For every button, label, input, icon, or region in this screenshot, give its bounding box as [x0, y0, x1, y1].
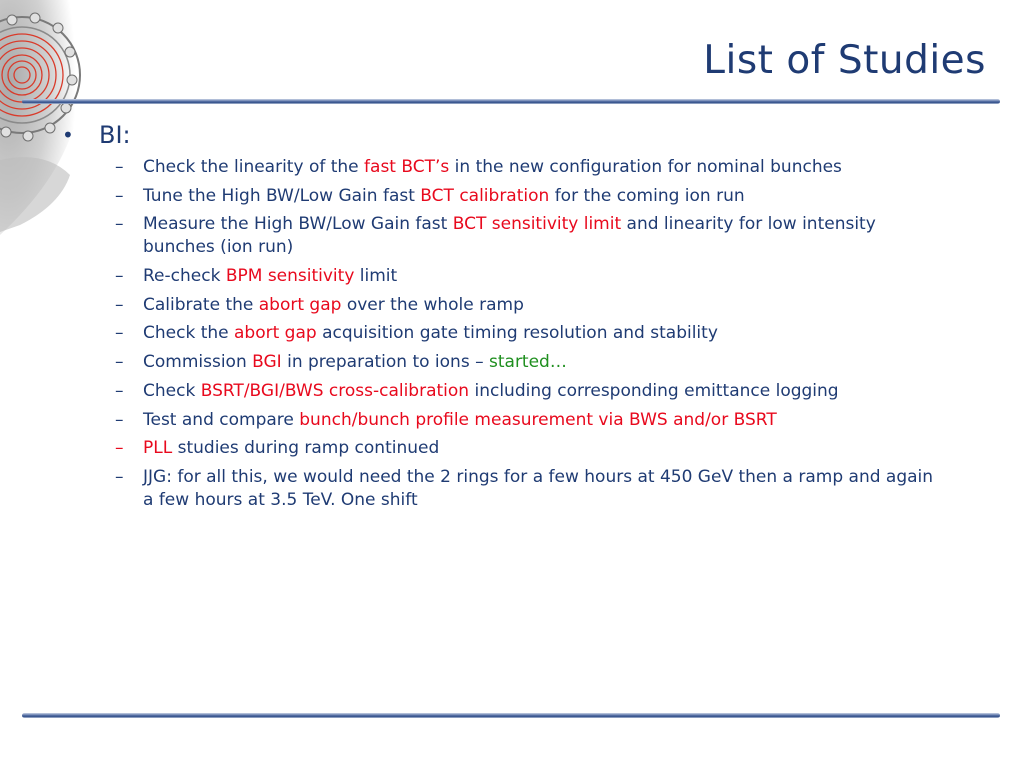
item-text: JJG: for all this, we would need the 2 rings for a few hours at 450 GeV then a ramp and again a few hours at 3.5 TeV. One shift — [143, 466, 934, 510]
dash-icon: – — [115, 214, 124, 235]
dash-icon: – — [115, 185, 124, 206]
item-text: Test and compare — [143, 409, 300, 430]
footer-divider — [22, 713, 1000, 718]
bullet-label: BI: — [99, 121, 131, 149]
highlight-text: abort gap — [234, 323, 317, 344]
study-item-text — [143, 380, 943, 403]
highlight-text: fast BCT’s — [364, 157, 450, 177]
study-item — [62, 185, 962, 208]
study-item — [62, 156, 962, 179]
slide-body — [62, 120, 962, 518]
highlight-text: bunch/bunch profile measurement via BWS and/or BSRT — [299, 409, 777, 430]
study-item — [62, 294, 962, 317]
highlight-text: BSRT/BGI/BWS cross-calibration — [200, 380, 470, 401]
study-item-text — [143, 351, 943, 374]
study-item-text — [143, 213, 943, 259]
study-item — [62, 380, 962, 403]
study-item-text — [143, 466, 943, 512]
highlight-text: BGI — [252, 352, 282, 373]
dash-icon: – — [115, 294, 124, 315]
dash-icon: – — [115, 380, 124, 401]
title-divider — [22, 99, 1000, 104]
item-text: including corresponding emittance logging — [469, 380, 839, 401]
status-text: started… — [489, 352, 567, 373]
bullet-bi — [62, 120, 962, 150]
item-text: over the whole ramp — [341, 294, 524, 315]
study-item — [62, 351, 962, 374]
study-item-text — [143, 294, 943, 317]
item-text: studies during ramp continued — [172, 438, 440, 459]
highlight-text: BCT sensitivity limit — [452, 214, 622, 235]
study-item-text — [143, 409, 943, 432]
study-item — [62, 437, 962, 460]
dash-icon: – — [115, 352, 124, 373]
study-item-text — [143, 265, 943, 288]
study-item-text — [143, 185, 943, 208]
highlight-text: PLL — [143, 438, 173, 459]
item-text: Re-check — [143, 266, 226, 287]
item-text: Check the — [143, 323, 235, 344]
item-text: Tune the High BW/Low Gain fast — [143, 185, 421, 206]
study-item-text — [143, 322, 943, 345]
highlight-text: BPM sensitivity — [225, 266, 355, 287]
dash-icon: – — [115, 409, 124, 430]
study-list — [62, 156, 962, 512]
dash-icon: – — [115, 266, 124, 287]
study-item — [62, 466, 962, 512]
item-text: Check — [143, 380, 201, 401]
dash-icon: – — [115, 438, 124, 459]
item-text: in the new configuration for nominal bunches — [449, 157, 842, 177]
item-text: Commission — [143, 352, 253, 373]
dash-icon: – — [115, 466, 124, 487]
item-text: and linearity for low intensity bunches (ion run) — [143, 214, 876, 258]
study-item — [62, 409, 962, 432]
highlight-text: BCT calibration — [420, 185, 550, 206]
study-item-text — [143, 156, 943, 179]
study-item-text — [143, 437, 943, 460]
item-text: for the coming ion run — [549, 185, 745, 206]
item-text: in preparation to ions – — [281, 352, 489, 373]
dash-icon: – — [115, 323, 124, 344]
page-title: List of Studies — [703, 38, 986, 83]
dash-icon: – — [115, 157, 124, 177]
study-item — [62, 322, 962, 345]
item-text: Measure the High BW/Low Gain fast — [143, 214, 453, 235]
highlight-text: abort gap — [258, 294, 342, 315]
item-text: limit — [354, 266, 398, 287]
study-item — [62, 213, 962, 259]
item-text: Calibrate the — [143, 294, 259, 315]
item-text: acquisition gate timing resolution and stability — [316, 323, 718, 344]
item-text: Check the linearity of the — [143, 157, 365, 177]
bullet-icon: • — [62, 123, 74, 147]
study-item — [62, 265, 962, 288]
